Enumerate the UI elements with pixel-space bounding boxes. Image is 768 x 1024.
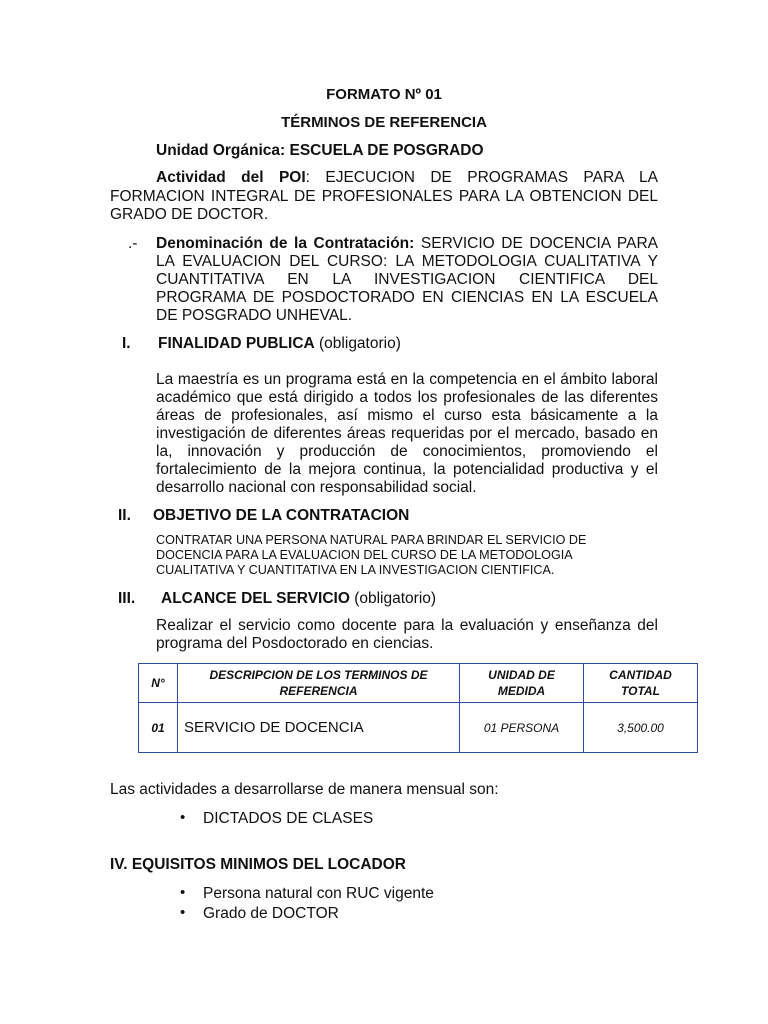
header-quantity-2: TOTAL	[621, 684, 660, 698]
denominacion-text-1: SERVICIO DE DOCENCIA PARA	[414, 235, 658, 252]
actividad-label: Actividad del POI	[156, 169, 306, 186]
section-1-title: FINALIDAD PUBLICA	[158, 335, 315, 352]
finalidad-line-1: La maestría es un programa está en la competencia en el ámbito laboral	[156, 371, 658, 388]
denominacion-label: Denominación de la Contratación:	[156, 235, 415, 252]
document-title: FORMATO Nº 01	[326, 86, 442, 103]
actividad-line-1	[156, 169, 658, 188]
section-1-note: (obligatorio)	[314, 335, 401, 352]
table-header-row	[139, 664, 698, 703]
denominacion-line-5: DE POSGRADO UNHEVAL.	[156, 307, 353, 324]
table-row	[139, 703, 698, 753]
row-unit: 01 PERSONA	[460, 703, 584, 753]
section-3-title: ALCANCE DEL SERVICIO	[161, 590, 350, 607]
actividad-line-3: GRADO DE DOCTOR.	[110, 206, 269, 223]
finalidad-line-6: fortalecimiento de la mejora continua, la potencialidad productiva y el	[156, 461, 658, 478]
actividades-intro: Las actividades a desarrollarse de manera mensual son:	[110, 781, 499, 798]
alcance-line-2: programa del Posdoctorado en ciencias.	[156, 635, 434, 652]
denominacion-line-1	[156, 235, 658, 254]
unidad-label: Unidad Orgánica:	[156, 142, 286, 159]
row-description: SERVICIO DE DOCENCIA	[178, 703, 460, 753]
header-num: N°	[139, 664, 178, 703]
section-3-number: III.	[118, 590, 136, 607]
header-description	[178, 664, 460, 703]
section-1-number: I.	[122, 335, 131, 352]
section-3-heading	[161, 590, 436, 609]
section-2-number: II.	[118, 507, 131, 524]
denominacion-line-2: LA EVALUACION DEL CURSO: LA METODOLOGIA CUALITATIVA Y	[156, 253, 658, 270]
actividad-item-1: DICTADOS DE CLASES	[203, 810, 374, 827]
header-unit-2: MEDIDA	[497, 684, 546, 698]
unidad-organica	[156, 142, 484, 161]
requisito-item-2: Grado de DOCTOR	[203, 905, 339, 922]
header-quantity-1: CANTIDAD	[609, 668, 672, 682]
requisito-item-1: Persona natural con RUC vigente	[203, 885, 434, 902]
actividad-text-1: : EJECUCION DE PROGRAMAS PARA LA	[305, 169, 658, 186]
section-1-heading	[158, 335, 401, 354]
row-num: 01	[139, 703, 178, 753]
section-2-title: OBJETIVO DE LA CONTRATACION	[153, 507, 410, 524]
bullet-icon: •	[180, 904, 186, 921]
objetivo-line-1: CONTRATAR UNA PERSONA NATURAL PARA BRINDAR EL SERVICIO DE	[156, 533, 587, 547]
terms-table	[138, 663, 698, 753]
alcance-line-1: Realizar el servicio como docente para la evaluación y enseñanza del	[156, 617, 658, 634]
header-quantity	[584, 664, 698, 703]
header-unit-1: UNIDAD DE	[488, 668, 555, 682]
actividad-line-2: FORMACION INTEGRAL DE PROFESIONALES PARA LA OBTENCION DEL	[110, 188, 658, 205]
objetivo-line-2: DOCENCIA PARA LA EVALUACION DEL CURSO DE LA METODOLOGIA	[156, 548, 573, 562]
bullet-icon: •	[180, 884, 186, 901]
finalidad-line-4: investigación de diferentes áreas requeridas por el mercado, basado en	[156, 425, 658, 442]
denominacion-line-3: CUANTITATIVA EN LA INVESTIGACION CIENTIFICA DEL	[156, 271, 658, 288]
row-quantity: 3,500.00	[584, 703, 698, 753]
finalidad-line-2: académico que está dirigido a todos los profesionales de las diferentes	[156, 389, 658, 406]
finalidad-line-7: desarrollo nacional con responsabilidad social.	[156, 479, 477, 496]
finalidad-line-3: áreas de profesionales, así mismo el curso esta básicamente a la	[156, 407, 658, 424]
denominacion-marker: .-	[128, 235, 138, 252]
bullet-icon: •	[180, 809, 186, 826]
header-description-1: DESCRIPCION DE LOS TERMINOS DE	[209, 668, 428, 682]
unidad-value: ESCUELA DE POSGRADO	[289, 142, 484, 159]
finalidad-line-5: la, innovación y producción de conocimientos, promoviendo el	[156, 443, 658, 460]
document-subtitle: TÉRMINOS DE REFERENCIA	[281, 114, 487, 131]
objetivo-line-3: CUALITATIVA Y CUANTITATIVA EN LA INVESTIGACION CIENTIFICA.	[156, 563, 555, 577]
header-description-2: REFERENCIA	[279, 684, 358, 698]
denominacion-line-4: PROGRAMA DE POSDOCTORADO EN CIENCIAS EN LA ESCUELA	[156, 289, 658, 306]
header-unit	[460, 664, 584, 703]
section-3-note: (obligatorio)	[349, 590, 437, 607]
section-4-title: IV. EQUISITOS MINIMOS DEL LOCADOR	[110, 856, 406, 873]
